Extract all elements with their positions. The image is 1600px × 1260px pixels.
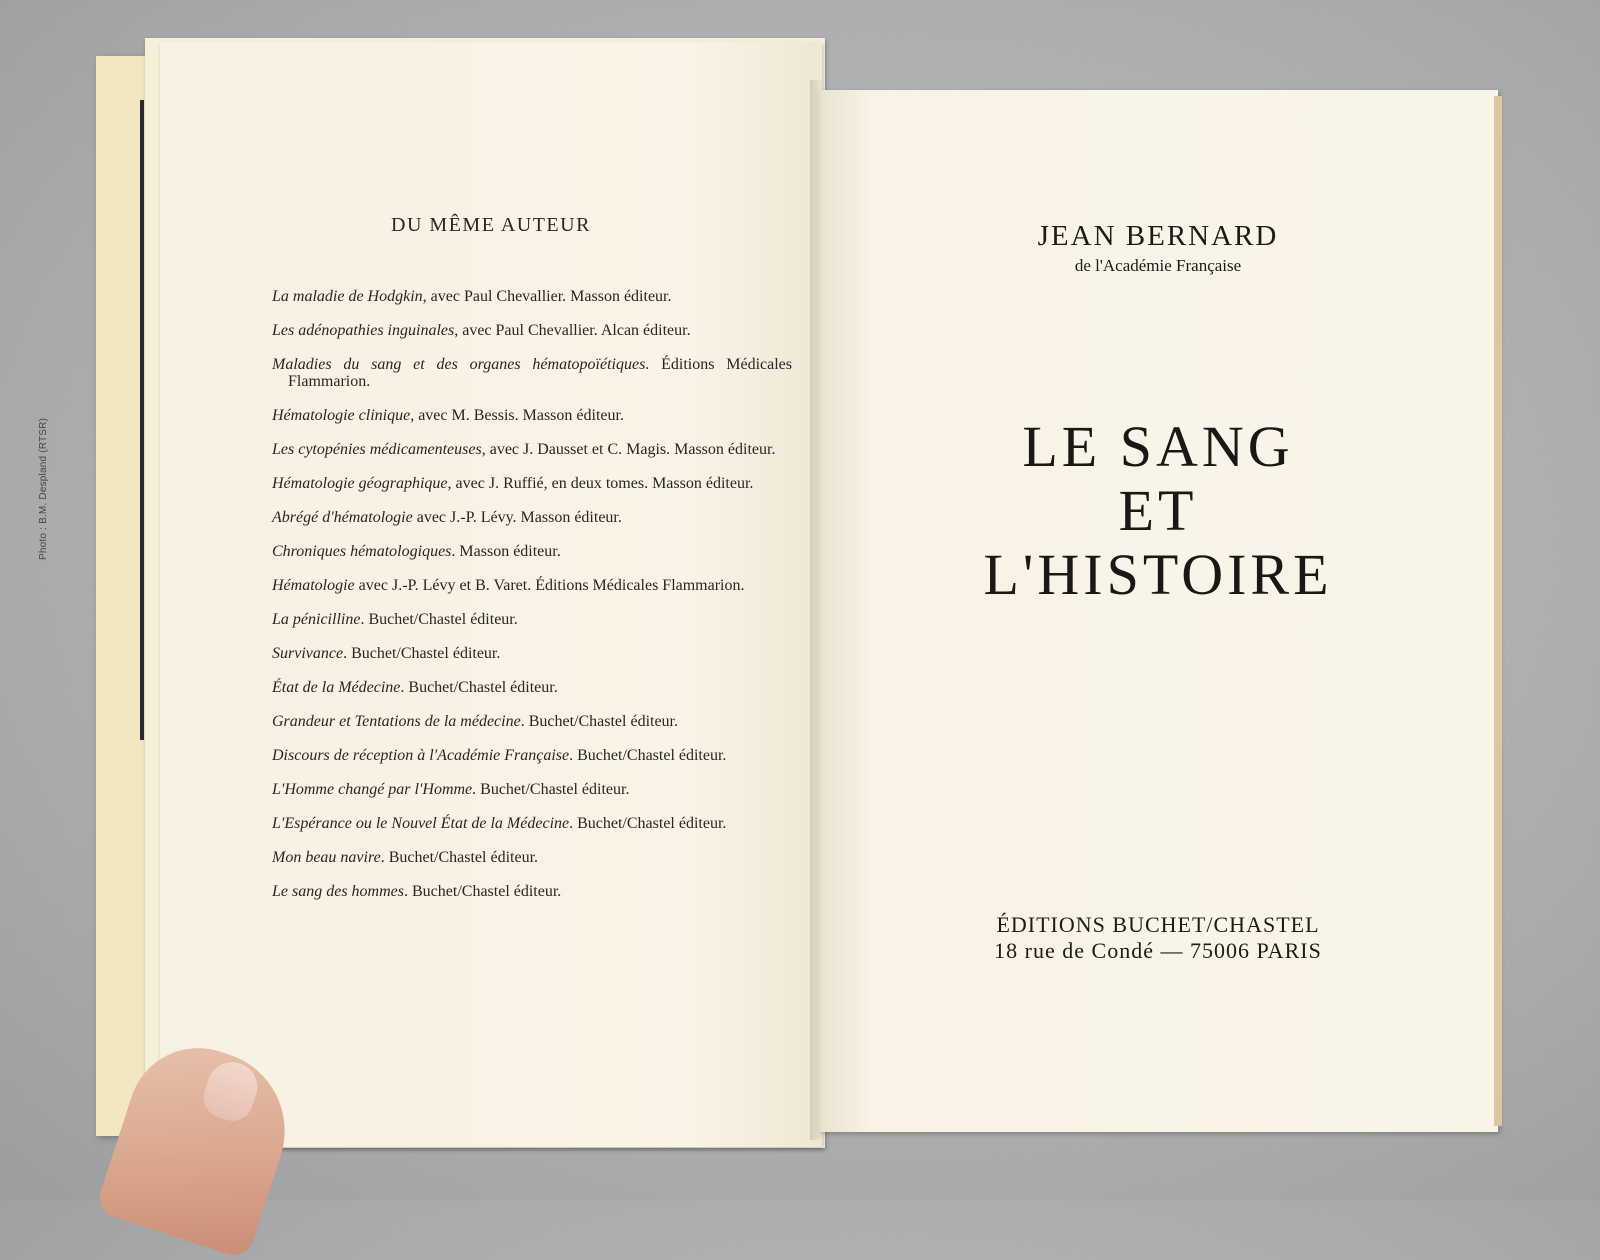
work-details: . Buchet/Chastel éditeur. (343, 645, 501, 662)
work-title: Les cytopénies médicamenteuses (272, 441, 482, 458)
work-details: . Buchet/Chastel éditeur. (472, 781, 630, 798)
work-details: . Buchet/Chastel éditeur. (520, 713, 678, 730)
list-item (272, 407, 792, 424)
work-details: . Buchet/Chastel éditeur. (360, 611, 518, 628)
list-item (272, 288, 792, 305)
list-item (272, 475, 792, 492)
work-title: L'Espérance ou le Nouvel État de la Médecine (272, 815, 570, 832)
list-item (272, 679, 792, 696)
title-line: LE SANG (1022, 414, 1294, 479)
work-title: Hématologie (272, 577, 355, 594)
bibliography-list (272, 288, 792, 917)
list-item (272, 611, 792, 628)
page-block-edge (1494, 96, 1502, 1126)
work-details: , avec J. Dausset et C. Magis. Masson éditeur. (481, 441, 776, 458)
book-title (818, 415, 1498, 607)
work-details: . Buchet/Chastel éditeur. (380, 849, 539, 866)
author-affiliation: de l'Académie Française (1074, 256, 1242, 275)
work-details: . Buchet/Chastel éditeur. (404, 883, 562, 900)
work-title: L'Homme changé par l'Homme (272, 781, 473, 798)
list-item (272, 509, 792, 526)
work-details: , avec M. Bessis. Masson éditeur. (410, 407, 624, 424)
work-title: Les adénopathies inguinales (272, 322, 455, 339)
work-details: , avec Paul Chevallier. Alcan éditeur. (454, 322, 691, 339)
publisher-imprint (818, 912, 1498, 964)
list-item (272, 713, 792, 730)
list-item (272, 645, 792, 662)
list-item (272, 577, 792, 594)
work-title: La maladie de Hodgkin (272, 288, 423, 305)
work-details: . Masson éditeur. (451, 543, 561, 560)
work-title: Grandeur et Tentations de la médecine (272, 713, 521, 730)
work-details: . Buchet/Chastel éditeur. (569, 747, 727, 764)
work-details: . Buchet/Chastel éditeur. (569, 815, 727, 832)
work-title: Discours de réception à l'Académie Française (272, 747, 570, 764)
list-item (272, 781, 792, 798)
work-title: Hématologie clinique (272, 407, 411, 424)
section-heading: DU MÊME AUTEUR (391, 214, 591, 236)
list-item (272, 849, 792, 866)
work-title: La pénicilline (272, 611, 361, 628)
work-title: État de la Médecine (272, 679, 401, 696)
publisher-name: ÉDITIONS BUCHET/CHASTEL (996, 912, 1320, 937)
work-title: Maladies du sang et des organes hématopoïétiques (272, 356, 646, 373)
work-details: , avec Paul Chevallier. Masson éditeur. (422, 288, 672, 305)
list-item (272, 322, 792, 339)
publisher-address: 18 rue de Condé — 75006 PARIS (994, 938, 1322, 963)
author-name: JEAN BERNARD (1037, 220, 1279, 252)
work-details: avec J.-P. Lévy. Masson éditeur. (412, 509, 622, 526)
work-title: Mon beau navire (272, 849, 381, 866)
book-gutter (810, 80, 826, 1140)
work-details: , avec J. Ruffié, en deux tomes. Masson éditeur. (447, 475, 754, 492)
work-title: Hématologie géographique (272, 475, 448, 492)
work-details: avec J.-P. Lévy et B. Varet. Éditions Médicales Flammarion. (354, 577, 745, 594)
work-title: Chroniques hématologiques (272, 543, 452, 560)
cover-dark-strip (140, 100, 144, 740)
work-title: Survivance (272, 645, 344, 662)
right-page (818, 90, 1498, 1132)
left-page (160, 42, 822, 1147)
work-title: Le sang des hommes (272, 883, 404, 900)
photo-credit: Photo : B.M. Despland (RTSR) (38, 417, 49, 560)
list-item (272, 441, 792, 458)
list-item (272, 543, 792, 560)
title-line: L'HISTOIRE (983, 542, 1333, 607)
list-item (272, 747, 792, 764)
list-item (272, 883, 792, 900)
work-details: . Éditions Médicales Flammarion. (288, 356, 792, 390)
work-title: Abrégé d'hématologie (272, 509, 413, 526)
title-line: ET (1118, 478, 1198, 543)
list-item (272, 356, 792, 390)
work-details: . Buchet/Chastel éditeur. (400, 679, 558, 696)
list-item (272, 815, 792, 832)
